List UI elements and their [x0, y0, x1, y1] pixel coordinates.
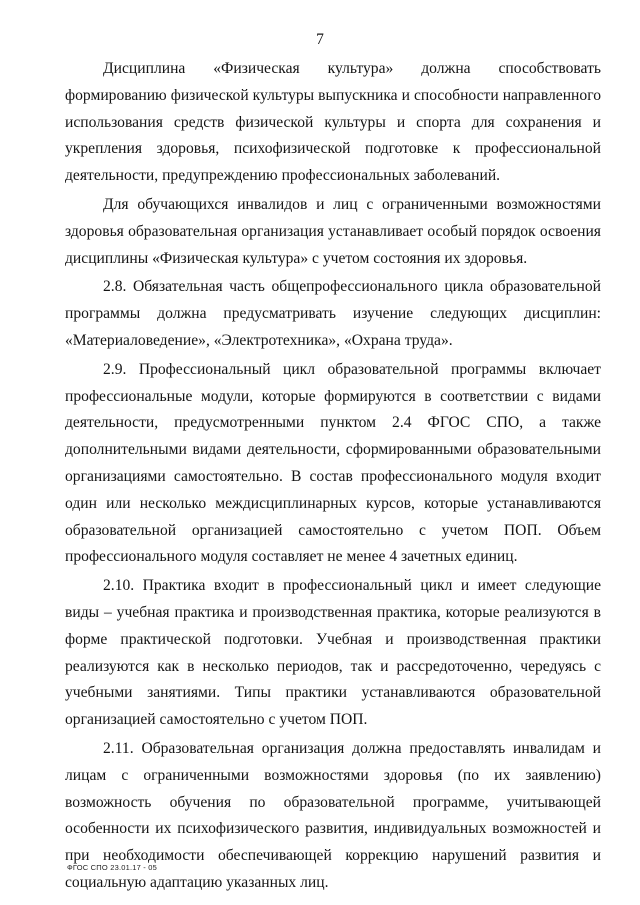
page-number: 7 [316, 31, 324, 48]
document-body [65, 56, 601, 899]
footer-document-code: ФГОС СПО 23.01.17 - 05 [67, 863, 158, 872]
paragraph-2-8: 2.8. Обязательная часть общепрофессионального цикла образовательной программы должна предусматривать изучение следующих дисциплин: «Материаловедение», «Электротехника», «Охрана труда». [65, 278, 601, 349]
paragraph-disabled-students: Для обучающихся инвалидов и лиц с ограниченными возможностями здоровья образовательная организация устанавливает особый порядок освоения дисциплины «Физическая культура» с учетом состояния их здоровья. [65, 195, 601, 267]
paragraph-2-10: 2.10. Практика входит в профессиональный цикл и имеет следующие виды – учебная практика и производственная практика, которые реализуются в форме практической подготовки. Учебная и производственная практики реализуются как в несколько периодов, так и рассредоточенно, чередуясь с учебными занятиями. Типы практики устанавливаются образовательной организацией самостоятельно с учетом ПОП. [65, 577, 601, 729]
paragraph-physical-culture: Дисциплина «Физическая культура» должна способствовать формированию физической культуры выпускника и способности направленного использования средств физической культуры и спорта для сохранения и укрепления здоровья, психофизической подготовке к профессиональной деятельности, предупреждению профессиональных заболеваний. [65, 60, 601, 185]
paragraph-2-9: 2.9. Профессиональный цикл образовательной программы включает профессиональные модули, которые формируются в соответствии с видами деятельности, предусмотренными пунктом 2.4 ФГОС СПО, а также дополнительными видами деятельности, сформированными образовательными организациями самостоятельно. В состав профессионального модуля входит один или несколько междисциплинарных курсов, которые устанавливаются образовательной организацией самостоятельно с учетом ПОП. Объем профессионального модуля составляет не менее 4 зачетных единиц. [65, 360, 601, 566]
paragraph-2-11: 2.11. Образовательная организация должна предоставлять инвалидам и лицам с ограниченными возможностями здоровья (по их заявлению) возможность обучения по образовательной программе, учитывающей особенности их психофизического развития, индивидуальных возможностей и при необходимости обеспечивающей коррекцию нарушений развития и социальную адаптацию указанных лиц. [65, 739, 601, 891]
